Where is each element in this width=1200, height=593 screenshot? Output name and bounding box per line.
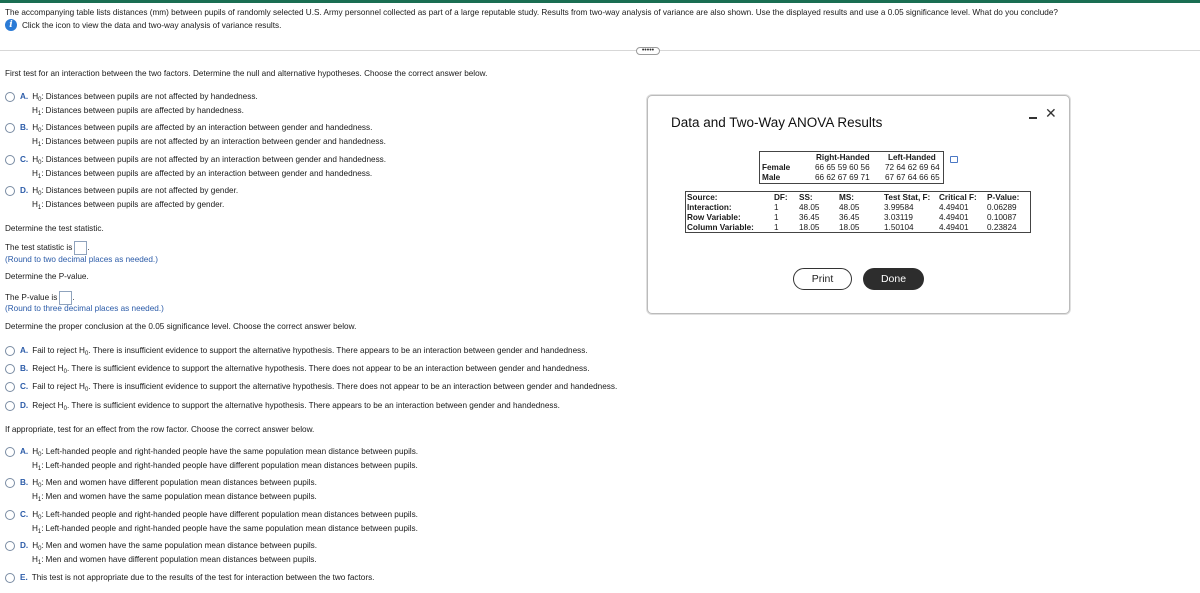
q1-option-d[interactable] bbox=[5, 186, 238, 211]
hypothesis-line bbox=[32, 541, 318, 553]
test-statistic-label: The test statistic is bbox=[5, 243, 73, 253]
done-button[interactable]: Done bbox=[863, 268, 924, 290]
hypothesis-line bbox=[32, 186, 239, 198]
h-symbol: H bbox=[32, 524, 38, 534]
h-subscript: 0 bbox=[38, 191, 42, 198]
hypothesis-text: Men and women have the same population mean distance between pupils. bbox=[45, 541, 318, 551]
option-letter: B. bbox=[20, 364, 29, 374]
h-symbol: H bbox=[32, 123, 39, 133]
q1-option-a[interactable] bbox=[5, 92, 258, 117]
anova-results-dialog bbox=[647, 95, 1070, 314]
anova-cell: 36.45 bbox=[799, 213, 820, 222]
hypothesis-line bbox=[32, 155, 387, 167]
radio-button[interactable] bbox=[5, 92, 15, 102]
h-colon: : bbox=[41, 106, 44, 116]
radio-button[interactable] bbox=[5, 364, 15, 374]
h-colon: : bbox=[41, 461, 44, 471]
hypothesis-text: Distances between pupils are not affected by handedness. bbox=[45, 92, 258, 102]
anova-header: SS: bbox=[799, 193, 813, 202]
hypothesis-text: Distances between pupils are affected by an interaction between gender and handedness. bbox=[45, 169, 373, 179]
option-letter: D. bbox=[20, 401, 29, 411]
radio-button[interactable] bbox=[5, 382, 15, 392]
conclusion-prefix: Reject H bbox=[32, 401, 64, 411]
print-button[interactable]: Print bbox=[793, 268, 852, 290]
anova-header: Test Stat, F: bbox=[884, 193, 931, 202]
q4-option-a[interactable] bbox=[5, 346, 588, 357]
anova-cell: 0.06289 bbox=[987, 203, 1017, 212]
anova-cell: 3.99584 bbox=[884, 203, 914, 212]
anova-cell: 0.10087 bbox=[987, 213, 1017, 222]
option-letter: C. bbox=[20, 155, 29, 165]
h-colon: : bbox=[41, 510, 44, 520]
h-symbol: H bbox=[32, 510, 39, 520]
anova-cell: 1.50104 bbox=[884, 223, 914, 232]
data-col-header: Left-Handed bbox=[888, 153, 936, 162]
hypothesis-text: Distances between pupils are not affected by gender. bbox=[45, 186, 239, 196]
hypothesis-text: Distances between pupils are affected by gender. bbox=[45, 200, 225, 210]
q4-option-d[interactable] bbox=[5, 401, 560, 412]
h-subscript: 1 bbox=[37, 497, 42, 504]
option-letter: A. bbox=[20, 92, 29, 102]
hypothesis-line bbox=[32, 169, 386, 180]
h-symbol: H bbox=[32, 106, 38, 116]
h-colon: : bbox=[41, 123, 44, 133]
h-symbol: H bbox=[32, 541, 39, 551]
hypothesis-line bbox=[32, 106, 258, 117]
anova-cell: 1 bbox=[774, 213, 779, 222]
h-colon: : bbox=[41, 186, 44, 196]
conclusion-text: . There is sufficient evidence to support the alternative hypothesis. There does not appear to be an interaction between gender and handedness. bbox=[66, 364, 590, 374]
hypothesis-line bbox=[32, 137, 386, 148]
hypothesis-line bbox=[32, 447, 419, 459]
h-subscript: 0 bbox=[38, 97, 42, 104]
q5-prompt: If appropriate, test for an effect from the row factor. Choose the correct answer below. bbox=[5, 425, 315, 434]
hypothesis-text: Left-handed people and right-handed people have the same population mean distance between pupils. bbox=[45, 447, 419, 457]
anova-cell: 48.05 bbox=[799, 203, 820, 212]
h-colon: : bbox=[41, 137, 44, 147]
radio-button[interactable] bbox=[5, 573, 15, 583]
radio-button[interactable] bbox=[5, 155, 15, 165]
question-intro: The accompanying table lists distances (mm) between pupils of randomly selected U.S. Army personnel collected as part of a large reputable study. Results from two-way analysis of variance are also shown. Use the displayed results and use a 0.05 significance level. What do you conclude? bbox=[5, 8, 1058, 17]
test-statistic-input[interactable] bbox=[74, 241, 87, 255]
h-colon: : bbox=[41, 169, 44, 179]
data-table bbox=[759, 151, 944, 184]
h-subscript: 0 bbox=[63, 406, 67, 413]
h-subscript: 1 bbox=[37, 560, 42, 567]
hypothesis-text: Distances between pupils are not affected by an interaction between gender and handedness. bbox=[45, 155, 387, 165]
anova-cell: 0.23824 bbox=[987, 223, 1017, 232]
h-symbol: H bbox=[32, 447, 39, 457]
h-symbol: H bbox=[32, 461, 38, 471]
data-cell: 66 62 67 69 71 bbox=[815, 173, 870, 182]
copy-icon[interactable] bbox=[950, 156, 958, 163]
h-subscript: 0 bbox=[84, 351, 89, 358]
option-letter: B. bbox=[20, 123, 29, 133]
h-subscript: 0 bbox=[38, 452, 42, 459]
anova-header: Critical F: bbox=[939, 193, 977, 202]
q4-option-b[interactable] bbox=[5, 364, 589, 375]
radio-button[interactable] bbox=[5, 401, 15, 411]
q4-prompt: Determine the proper conclusion at the 0.05 significance level. Choose the correct answer below. bbox=[5, 322, 357, 331]
anova-table bbox=[685, 191, 1031, 233]
p-value-input[interactable] bbox=[59, 291, 72, 305]
h-colon: : bbox=[41, 200, 44, 210]
option-letter: B. bbox=[20, 478, 29, 488]
anova-cell: 18.05 bbox=[799, 223, 820, 232]
hypothesis-text: Men and women have different population mean distances between pupils. bbox=[45, 478, 317, 488]
hypothesis-text: Distances between pupils are not affected by an interaction between gender and handedness. bbox=[45, 137, 386, 147]
h-symbol: H bbox=[32, 186, 39, 196]
q2-prompt: Determine the test statistic. bbox=[5, 224, 104, 233]
hypothesis-line bbox=[32, 123, 373, 135]
q5-option-d[interactable] bbox=[5, 541, 317, 566]
h-colon: : bbox=[41, 541, 44, 551]
anova-cell: 48.05 bbox=[839, 203, 860, 212]
q5-option-e[interactable] bbox=[5, 573, 374, 583]
section-divider bbox=[0, 50, 1200, 51]
hypothesis-line bbox=[32, 461, 418, 472]
h-symbol: H bbox=[32, 155, 39, 165]
option-letter: E. bbox=[20, 573, 28, 583]
option-letter: C. bbox=[20, 510, 29, 520]
data-col-header: Right-Handed bbox=[816, 153, 870, 162]
anova-cell: 4.49401 bbox=[939, 203, 969, 212]
q5-option-b[interactable] bbox=[5, 478, 317, 503]
hypothesis-line bbox=[32, 510, 418, 522]
radio-button[interactable] bbox=[5, 447, 15, 457]
expand-more-button[interactable]: ••••• bbox=[636, 47, 660, 55]
option-letter: A. bbox=[20, 447, 29, 457]
q1-prompt: First test for an interaction between the two factors. Determine the null and alternative hypotheses. Choose the correct answer below. bbox=[5, 69, 488, 78]
conclusion-text: . There is insufficient evidence to support the alternative hypothesis. There does not appear to be an interaction between gender and handedness. bbox=[88, 382, 618, 392]
view-data-row[interactable] bbox=[5, 19, 281, 31]
anova-cell: 36.45 bbox=[839, 213, 860, 222]
test-statistic-line: The test statistic is . bbox=[5, 241, 90, 255]
q5-option-a[interactable] bbox=[5, 447, 418, 472]
hypothesis-text: Men and women have different population mean distances between pupils. bbox=[45, 555, 317, 565]
hypothesis-text: Left-handed people and right-handed people have different population mean distances between pupils. bbox=[45, 510, 418, 520]
h-subscript: 0 bbox=[38, 546, 42, 553]
info-icon[interactable]: i bbox=[5, 19, 17, 31]
hypothesis-line bbox=[32, 524, 418, 535]
anova-cell: 18.05 bbox=[839, 223, 860, 232]
h-colon: : bbox=[41, 555, 44, 565]
hypothesis-line bbox=[32, 555, 317, 566]
data-row-label: Male bbox=[762, 173, 781, 182]
h-symbol: H bbox=[32, 492, 38, 502]
option-letter: C. bbox=[20, 382, 29, 392]
h-colon: : bbox=[41, 478, 44, 488]
anova-cell: 3.03119 bbox=[884, 213, 913, 222]
view-data-text: Click the icon to view the data and two-way analysis of variance results. bbox=[22, 20, 282, 30]
radio-button[interactable] bbox=[5, 186, 15, 196]
anova-header: MS: bbox=[839, 193, 855, 202]
hypothesis-text: Distances between pupils are affected by handedness. bbox=[45, 106, 244, 116]
h-subscript: 1 bbox=[37, 142, 42, 149]
option-letter: D. bbox=[20, 186, 29, 196]
q5-option-c[interactable] bbox=[5, 510, 418, 535]
hypothesis-line bbox=[32, 92, 258, 104]
h-colon: : bbox=[41, 492, 44, 502]
h-colon: : bbox=[41, 92, 44, 102]
hypothesis-text: Left-handed people and right-handed people have different population mean distances between pupils. bbox=[45, 461, 418, 471]
q1-option-b[interactable] bbox=[5, 123, 386, 148]
anova-cell: 1 bbox=[774, 223, 779, 232]
h-subscript: 0 bbox=[38, 160, 42, 167]
data-row-label: Female bbox=[762, 163, 791, 172]
h-subscript: 1 bbox=[37, 174, 42, 181]
radio-button[interactable] bbox=[5, 478, 15, 488]
dialog-title: Data and Two-Way ANOVA Results bbox=[671, 115, 883, 130]
h-subscript: 1 bbox=[37, 205, 42, 212]
anova-row-label: Row Variable: bbox=[687, 213, 741, 222]
conclusion-prefix: Fail to reject H bbox=[32, 346, 85, 356]
anova-row-label: Column Variable: bbox=[687, 223, 754, 232]
q2-hint: (Round to two decimal places as needed.) bbox=[5, 255, 158, 264]
h-subscript: 1 bbox=[37, 529, 42, 536]
h-subscript: 1 bbox=[37, 466, 42, 473]
radio-button[interactable] bbox=[5, 541, 15, 551]
data-cell: 67 67 64 66 65 bbox=[885, 173, 940, 182]
option-letter: A. bbox=[20, 346, 29, 356]
option-text: This test is not appropriate due to the results of the test for interaction between the two factors. bbox=[31, 573, 375, 583]
hypothesis-text: Distances between pupils are affected by an interaction between gender and handedness. bbox=[45, 123, 373, 133]
p-value-line: The P-value is . bbox=[5, 291, 75, 305]
anova-header: DF: bbox=[774, 193, 788, 202]
anova-header: Source: bbox=[687, 193, 718, 202]
close-icon[interactable]: ✕ bbox=[1045, 105, 1057, 121]
data-cell: 66 65 59 60 56 bbox=[815, 163, 870, 172]
h-colon: : bbox=[41, 524, 44, 534]
radio-button[interactable] bbox=[5, 510, 15, 520]
hypothesis-line bbox=[32, 478, 317, 490]
hypothesis-text: Men and women have the same population mean distance between pupils. bbox=[45, 492, 317, 502]
conclusion-prefix: Fail to reject H bbox=[32, 382, 85, 392]
anova-cell: 4.49401 bbox=[939, 223, 969, 232]
h-subscript: 0 bbox=[84, 387, 89, 394]
h-symbol: H bbox=[32, 169, 38, 179]
h-symbol: H bbox=[32, 478, 39, 488]
h-subscript: 0 bbox=[38, 128, 42, 135]
p-value-label: The P-value is bbox=[5, 293, 58, 303]
option-letter: D. bbox=[20, 541, 29, 551]
h-subscript: 1 bbox=[37, 111, 42, 118]
minimize-icon[interactable] bbox=[1026, 110, 1040, 124]
hypothesis-text: Left-handed people and right-handed people have the same population mean distance between pupils. bbox=[45, 524, 418, 534]
radio-button[interactable] bbox=[5, 346, 15, 356]
q4-option-c[interactable] bbox=[5, 382, 617, 393]
conclusion-text: . There is sufficient evidence to support the alternative hypothesis. There appears to be an interaction between gender and handedness. bbox=[66, 401, 560, 411]
radio-button[interactable] bbox=[5, 123, 15, 133]
h-symbol: H bbox=[32, 555, 38, 565]
h-subscript: 0 bbox=[38, 483, 42, 490]
q1-option-c[interactable] bbox=[5, 155, 386, 180]
data-cell: 72 64 62 69 64 bbox=[885, 163, 940, 172]
q3-hint: (Round to three decimal places as needed.) bbox=[5, 304, 164, 313]
top-accent-bar bbox=[0, 0, 1200, 3]
h-subscript: 0 bbox=[38, 515, 42, 522]
h-symbol: H bbox=[32, 92, 39, 102]
anova-row-label: Interaction: bbox=[687, 203, 732, 212]
anova-cell: 1 bbox=[774, 203, 779, 212]
h-symbol: H bbox=[32, 137, 38, 147]
h-colon: : bbox=[41, 155, 44, 165]
conclusion-text: . There is insufficient evidence to support the alternative hypothesis. There appears to be an interaction between gender and handedness. bbox=[88, 346, 588, 356]
h-subscript: 0 bbox=[63, 369, 67, 376]
anova-cell: 4.49401 bbox=[939, 213, 969, 222]
conclusion-prefix: Reject H bbox=[32, 364, 64, 374]
hypothesis-line bbox=[32, 200, 238, 211]
anova-header: P-Value: bbox=[987, 193, 1020, 202]
h-symbol: H bbox=[32, 200, 38, 210]
h-colon: : bbox=[41, 447, 44, 457]
hypothesis-line bbox=[32, 492, 317, 503]
q3-prompt: Determine the P-value. bbox=[5, 272, 89, 281]
